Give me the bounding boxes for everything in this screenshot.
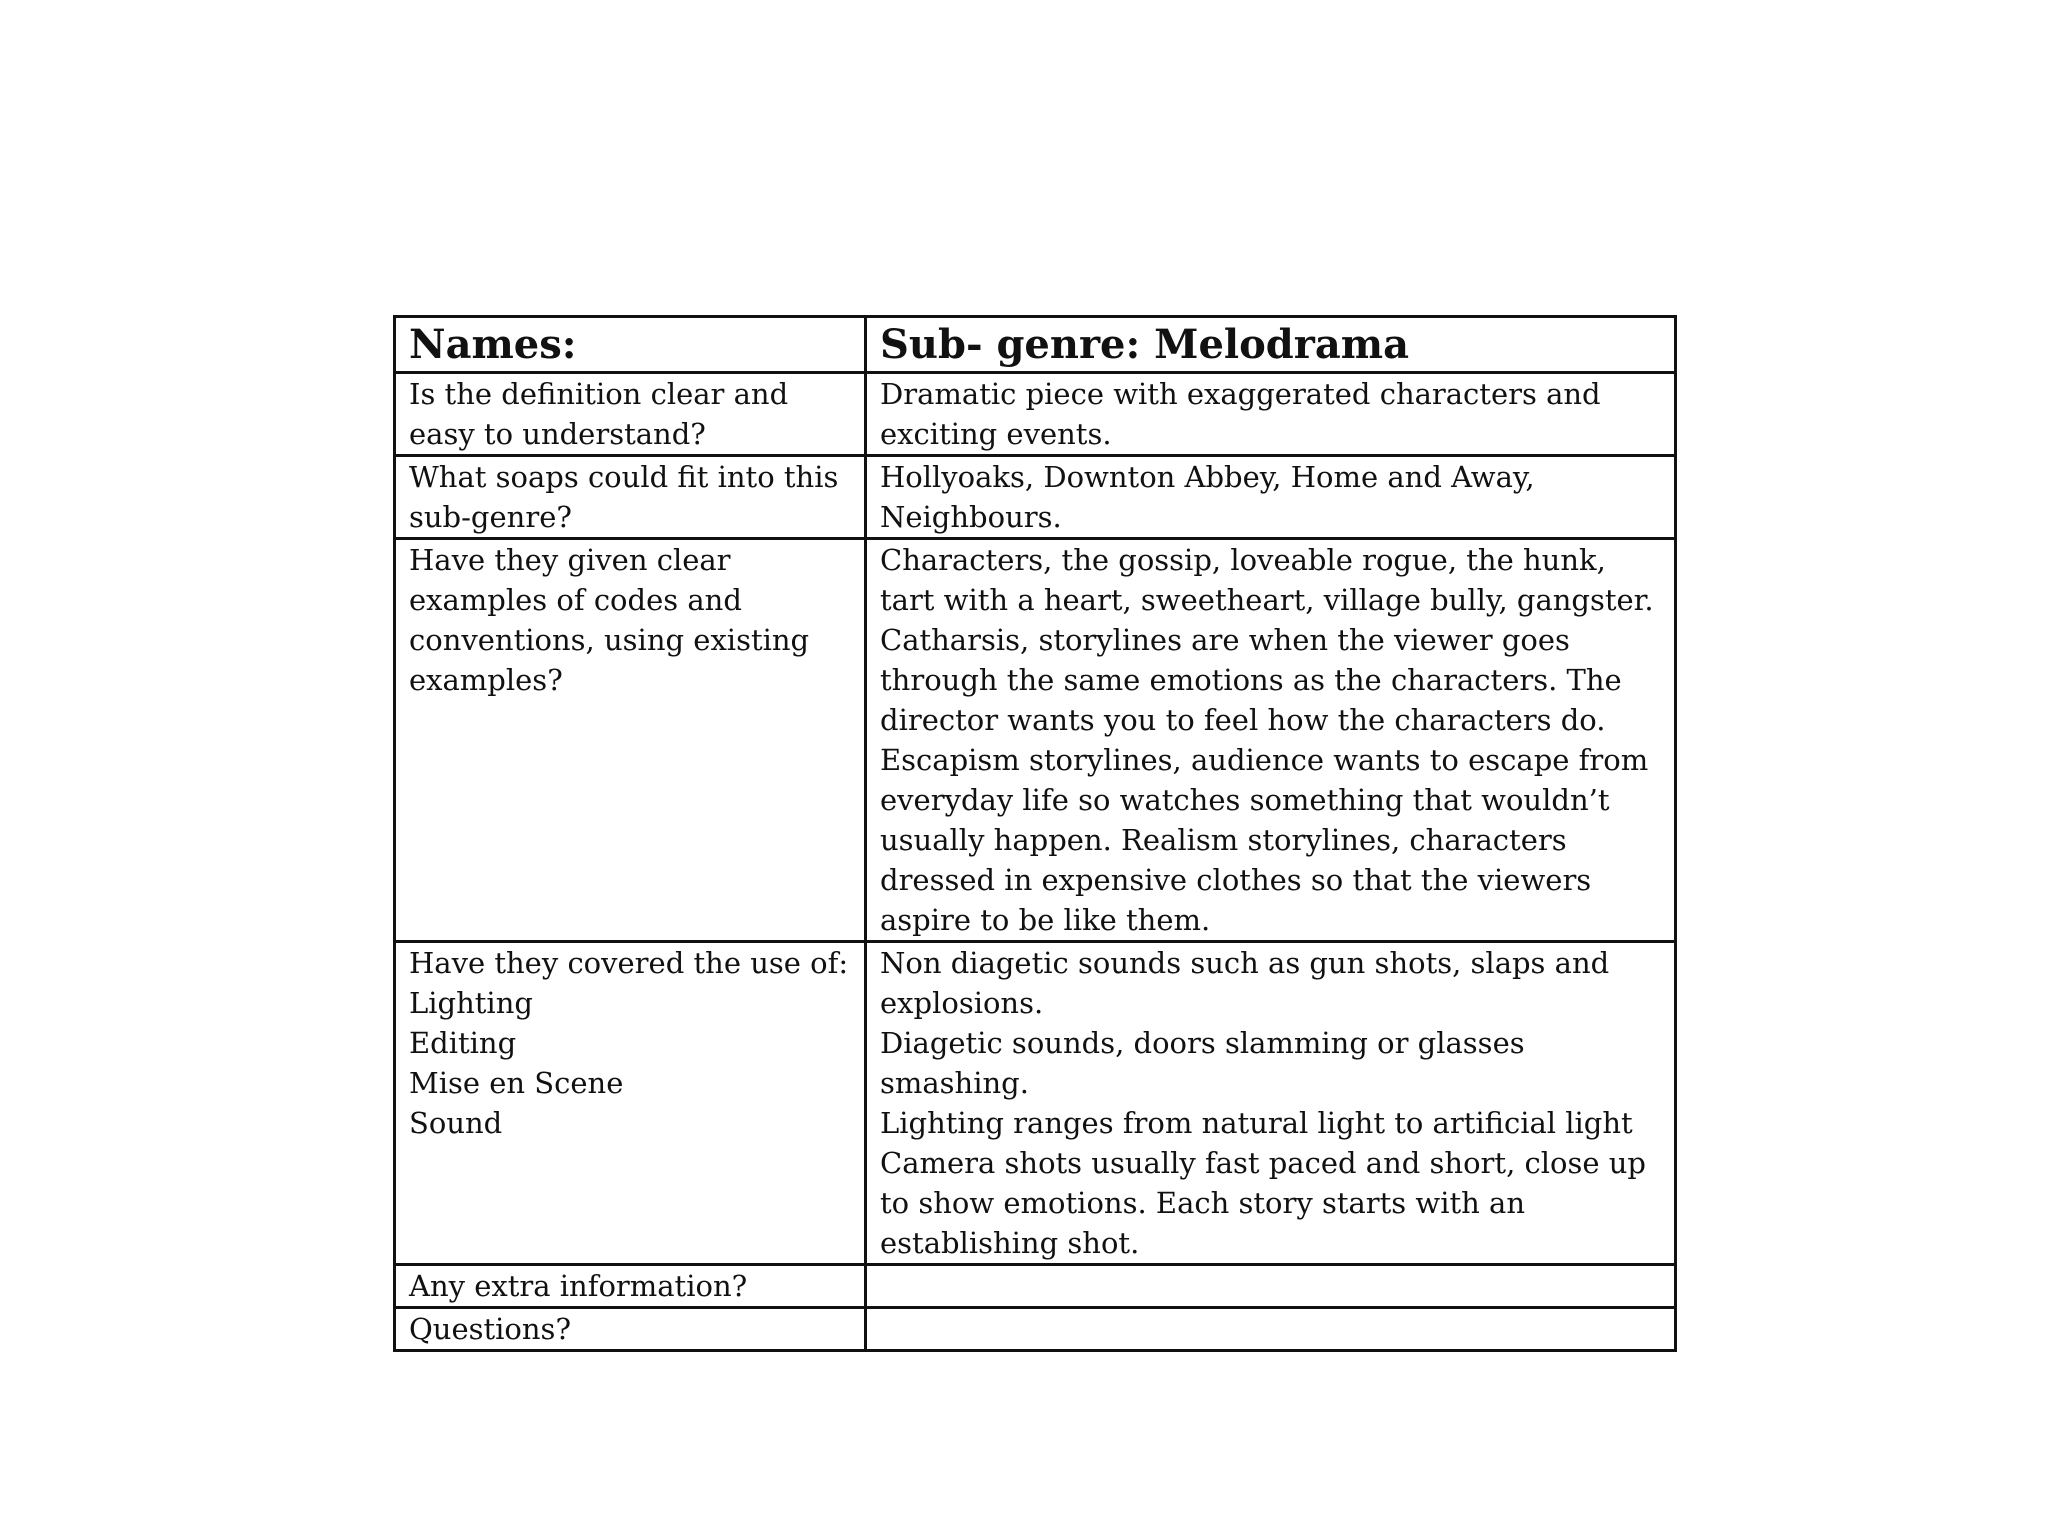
table-row (395, 1265, 1676, 1308)
table-row (395, 942, 1676, 1265)
answer-line: Lighting ranges from natural light to artificial light (880, 1106, 1633, 1140)
answer-cell (866, 942, 1676, 1265)
answer-line: Diagetic sounds, doors slamming or glasses smashing. (880, 1026, 1525, 1100)
question-cell: Questions? (395, 1308, 866, 1351)
table-row (395, 456, 1676, 539)
question-line: Editing (409, 1026, 517, 1060)
answer-cell: Hollyoaks, Downton Abbey, Home and Away, Neighbours. (866, 456, 1676, 539)
question-cell: What soaps could fit into this sub-genre? (395, 456, 866, 539)
table-row (395, 373, 1676, 456)
question-line: Sound (409, 1106, 503, 1140)
question-line: Lighting (409, 986, 533, 1020)
question-cell: Have they given clear examples of codes and conventions, using existing examples? (395, 539, 866, 942)
answer-cell (866, 1308, 1676, 1351)
table-row (395, 1308, 1676, 1351)
answer-cell: Characters, the gossip, loveable rogue, the hunk, tart with a heart, sweetheart, village bully, gangster. Catharsis, storylines are when the viewer goes through the same emotions as the characters. The director wants you to feel how the characters do. Escapism storylines, audience wants to escape from everyday life so watches something that wouldn’t usually happen. Realism storylines, characters dressed in expensive clothes so that the viewers aspire to be like them. (866, 539, 1676, 942)
answer-line: Camera shots usually fast paced and short, close up to show emotions. Each story starts with an establishing shot. (880, 1146, 1646, 1260)
question-line: Have they covered the use of: (409, 946, 849, 980)
table-row (395, 539, 1676, 942)
table-header-row (395, 317, 1676, 373)
answer-line: Non diagetic sounds such as gun shots, slaps and explosions. (880, 946, 1610, 1020)
subgenre-label: Sub- genre: Melodrama (866, 317, 1676, 373)
question-line: Mise en Scene (409, 1066, 624, 1100)
question-cell (395, 942, 866, 1265)
names-label: Names: (395, 317, 866, 373)
question-cell: Is the definition clear and easy to understand? (395, 373, 866, 456)
answer-cell: Dramatic piece with exaggerated characters and exciting events. (866, 373, 1676, 456)
feedback-table (393, 315, 1677, 1352)
question-cell: Any extra information? (395, 1265, 866, 1308)
answer-cell (866, 1265, 1676, 1308)
